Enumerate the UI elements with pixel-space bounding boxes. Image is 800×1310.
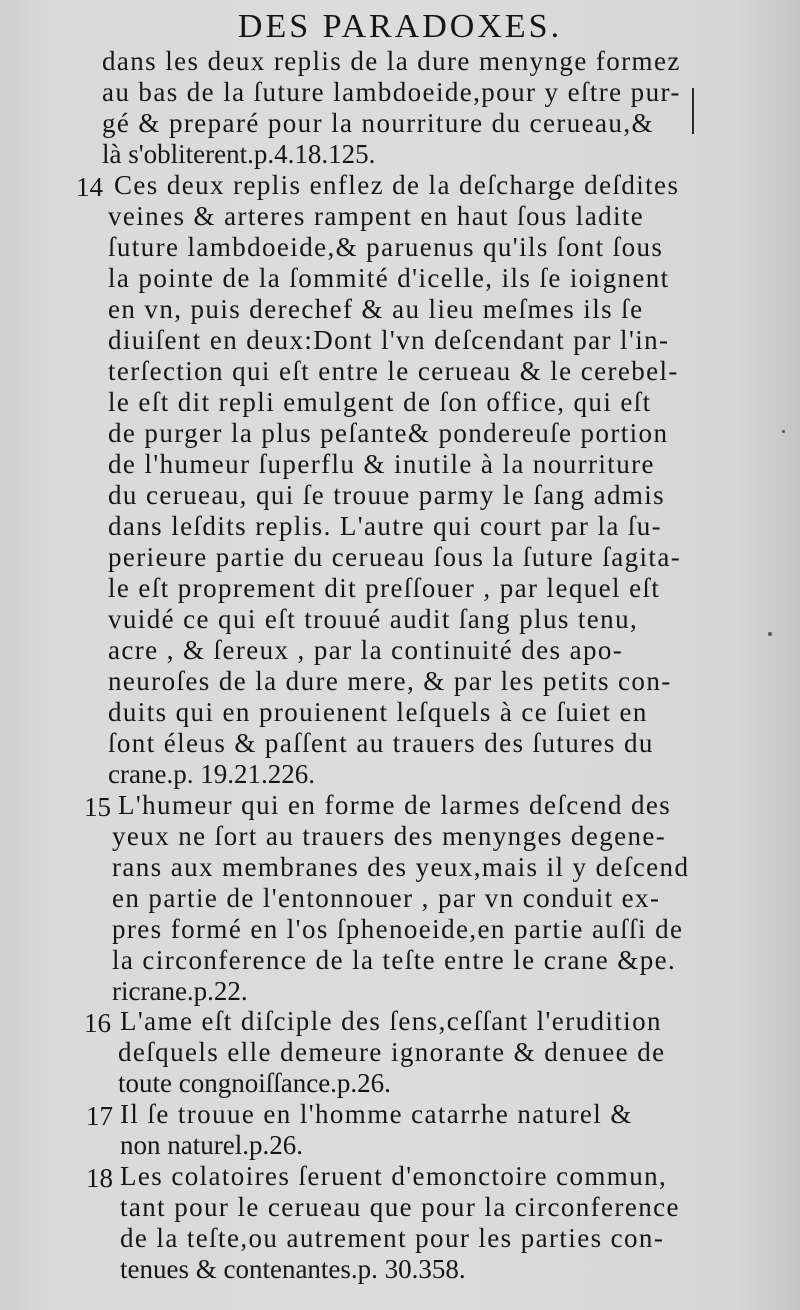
text-line: acre , & ſereux , par la continuité des apo- bbox=[108, 635, 624, 665]
text-line: yeux ne ſort au trauers des menynges degene- bbox=[112, 821, 667, 851]
text-line: le eſt dit repli emulgent de ſon office, qui eſt bbox=[108, 387, 652, 417]
text-line: neuroſes de la dure mere, & par les petits con- bbox=[108, 666, 672, 696]
text-line: Il ſe trouue en l'homme catarrhe naturel & bbox=[120, 1099, 633, 1129]
item-number: 15 bbox=[84, 792, 111, 822]
ink-speck bbox=[768, 632, 772, 636]
text-line: la circonference de la teſte entre le crane &pe. bbox=[112, 945, 677, 975]
text-line: Les colatoires ſeruent d'emonctoire commun, bbox=[120, 1161, 668, 1191]
text-line: du cerueau, qui ſe trouue parmy le ſang admis bbox=[108, 480, 666, 510]
text-line: toute congnoiſſance.p.26. bbox=[118, 1068, 391, 1098]
text-line: deſquels elle demeure ignorante & denuee de bbox=[118, 1037, 666, 1067]
item-number: 17 bbox=[86, 1101, 113, 1131]
text-line: la pointe de la ſommité d'icelle, ils ſe ioignent bbox=[108, 263, 670, 293]
text-line: gé & preparé pour la nourriture du cerueau,& bbox=[102, 108, 654, 138]
margin-bracket bbox=[692, 88, 694, 134]
text-line: le eſt proprement dit preſſouer , par lequel eſt bbox=[108, 573, 661, 603]
text-line: duits qui en prouienent leſquels à ce ſuiet en bbox=[108, 697, 648, 727]
text-line: rans aux membranes des yeux,mais il y deſcend bbox=[112, 852, 690, 882]
text-line: ſuture lambdoeide,& paruenus qu'ils ſont ſous bbox=[108, 232, 664, 262]
text-line: dans leſdits replis. L'autre qui court par la ſu- bbox=[108, 511, 663, 541]
item-number: 14 bbox=[76, 172, 103, 202]
text-line: terſection qui eſt entre le cerueau & le cerebel- bbox=[108, 356, 679, 386]
text-line: tenues & contenantes.p. 30.358. bbox=[120, 1254, 466, 1284]
text-line: de l'humeur ſuperflu & inutile à la nourriture bbox=[108, 449, 655, 479]
item-number: 18 bbox=[86, 1163, 113, 1193]
running-head: DES PARADOXES. bbox=[237, 8, 563, 45]
ink-speck bbox=[782, 430, 785, 433]
text-line: de la teſte,ou autrement pour les parties con- bbox=[120, 1223, 665, 1253]
text-line: de purger la plus peſante& pondereuſe portion bbox=[108, 418, 669, 448]
text-line: vuidé ce qui eſt trouué audit ſang plus tenu, bbox=[108, 604, 639, 634]
text-line: non naturel.p.26. bbox=[120, 1130, 303, 1160]
text-line: veines & arteres rampent en haut ſous ladite bbox=[108, 201, 645, 231]
text-line: au bas de la ſuture lambdoeide,pour y eſtre pur- bbox=[102, 77, 681, 107]
text-line: L'humeur qui en forme de larmes deſcend des bbox=[118, 790, 672, 820]
item-number: 16 bbox=[84, 1008, 111, 1038]
text-line: diuiſent en deux:Dont l'vn deſcendant par l'in- bbox=[108, 325, 670, 355]
text-line: en partie de l'entonnouer , par vn conduit ex- bbox=[112, 883, 661, 913]
text-line: dans les deux replis de la dure menynge formez bbox=[102, 46, 681, 76]
text-line: Ces deux replis enflez de la deſcharge deſdites bbox=[114, 170, 680, 200]
text-line: pres formé en l'os ſphenoeide,en partie auſſi de bbox=[112, 914, 684, 944]
text-line: tant pour le cerueau que pour la circonference bbox=[120, 1192, 680, 1222]
text-line: en vn, puis derechef & au lieu meſmes ils ſe bbox=[108, 294, 644, 324]
text-line: là s'obliterent.p.4.18.125. bbox=[102, 139, 376, 169]
text-line: L'ame eſt diſciple des ſens,ceſſant l'erudition bbox=[120, 1006, 662, 1036]
text-line: crane.p. 19.21.226. bbox=[108, 759, 315, 789]
text-line: ricrane.p.22. bbox=[112, 976, 248, 1006]
text-line: ſont éleus & paſſent au trauers des ſutures du bbox=[108, 728, 654, 758]
text-line: perieure partie du cerueau ſous la ſuture ſagita- bbox=[108, 542, 682, 572]
